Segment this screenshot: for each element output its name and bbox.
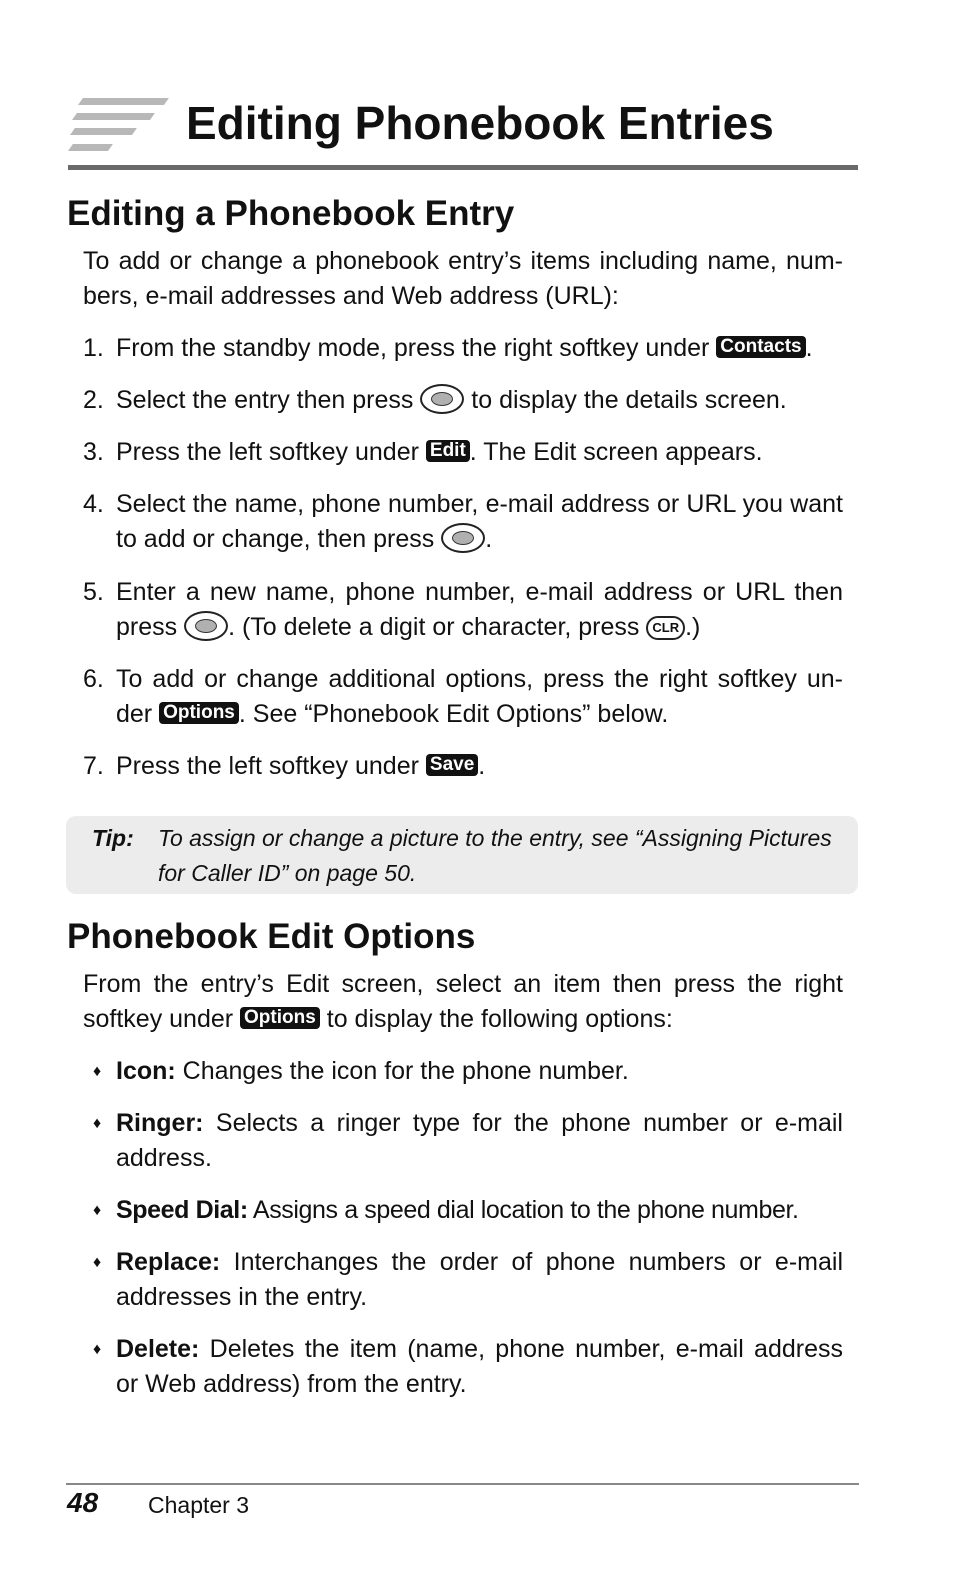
step-number: 7. (83, 752, 104, 780)
options-softkey-label: Options (240, 1007, 320, 1029)
diamond-bullet-icon: ♦ (93, 1202, 102, 1219)
ok-button-icon (184, 611, 228, 641)
diamond-bullet-icon: ♦ (93, 1254, 102, 1271)
diamond-bullet-icon: ♦ (93, 1063, 102, 1080)
section-intro: To add or change a phonebook entry’s items including name, num-bers, e-mail addresses and Web address (URL): (83, 247, 843, 310)
step-4: 4. Select the name, phone number, e-mail address or URL you want to add or change, then press . (83, 487, 843, 557)
edit-softkey-label: Edit (426, 440, 470, 462)
option-item-delete: ♦ Delete: Deletes the item (name, phone number, e-mail address or Web address) from the entry. (93, 1332, 843, 1402)
page-header (68, 96, 858, 170)
header-stripes-decoration (68, 98, 164, 158)
diamond-bullet-icon: ♦ (93, 1341, 102, 1358)
chapter-label: Chapter 3 (148, 1492, 250, 1518)
option-item-ringer: ♦ Ringer: Selects a ringer type for the phone number or e-mail address. (93, 1106, 843, 1176)
contacts-softkey-label: Contacts (716, 336, 805, 358)
section-title-editing-entry: Editing a Phonebook Entry (67, 194, 515, 233)
step-number: 1. (83, 334, 104, 362)
step-5: 5. Enter a new name, phone number, e-mail address or URL then press . (To delete a digit or character, press CLR .) (83, 575, 843, 645)
options-intro: From the entry’s Edit screen, select an item then press the right softkey under Options to display the following options: (83, 970, 843, 1033)
step-7: 7. Press the left softkey under Save . (83, 749, 843, 784)
tip-label: Tip: (92, 825, 134, 851)
step-number: 2. (83, 386, 104, 414)
step-3: 3. Press the left softkey under Edit . The Edit screen appears. (83, 435, 843, 470)
step-number: 3. (83, 438, 104, 466)
option-item-icon: ♦ Icon: Changes the icon for the phone number. (93, 1054, 843, 1089)
tip-box (66, 816, 858, 894)
tip-text: To assign or change a picture to the entry, see “Assigning Pictures for Caller ID” on page 50. (158, 825, 832, 886)
page-title: Editing Phonebook Entries (186, 97, 774, 149)
diamond-bullet-icon: ♦ (93, 1115, 102, 1132)
ok-button-icon (420, 384, 464, 414)
step-number: 6. (83, 665, 104, 693)
step-2: 2. Select the entry then press to display the details screen. (83, 383, 843, 418)
ok-button-icon (441, 523, 485, 553)
header-rule (68, 165, 858, 170)
option-item-replace: ♦ Replace: Interchanges the order of phone numbers or e-mail addresses in the entry. (93, 1245, 843, 1315)
clr-key-icon: CLR (646, 616, 685, 640)
footer-rule (66, 1483, 859, 1485)
step-number: 5. (83, 578, 104, 606)
step-6: 6. To add or change additional options, press the right softkey un-der Options . See “Phonebook Edit Options” below. (83, 662, 843, 732)
options-softkey-label: Options (159, 702, 239, 724)
page-number: 48 (67, 1487, 99, 1518)
step-number: 4. (83, 490, 104, 518)
step-1: 1. From the standby mode, press the right softkey under Contacts . (83, 331, 843, 366)
save-softkey-label: Save (426, 754, 478, 776)
section-title-edit-options: Phonebook Edit Options (67, 917, 476, 956)
option-item-speed-dial: ♦ Speed Dial: Assigns a speed dial location to the phone number. (93, 1193, 843, 1228)
